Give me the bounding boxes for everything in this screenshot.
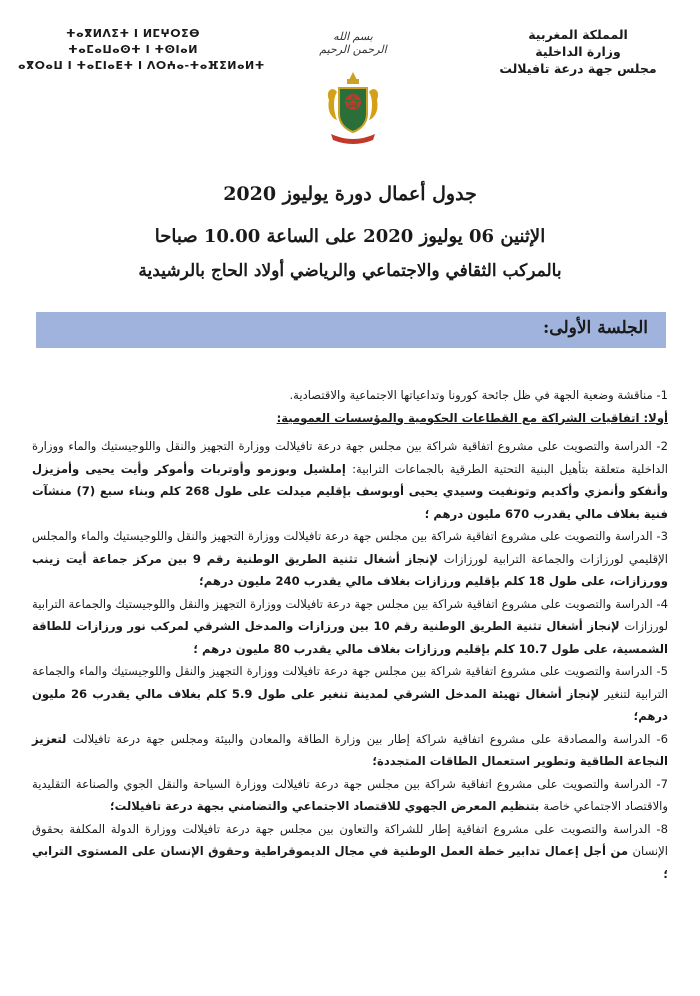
agenda-section-heading: أولا: اتفاقيات الشراكة مع القطاعات الحكومية والمؤسسات العمومية: xyxy=(276,410,668,425)
agenda-item-7-emphasis: بتنظيم المعرض الجهوي للاقتصاد الاجتماعي والتضامني بجهة درعة تافيلالت؛ xyxy=(109,799,544,813)
agenda-venue: بالمركب الثقافي والاجتماعي والرياضي أولاد الحاج بالرشيدية xyxy=(138,261,562,281)
agenda-item-8 xyxy=(32,818,668,886)
agenda-item-2 xyxy=(32,435,668,525)
agenda-item-5 xyxy=(32,660,668,728)
agenda-item-3 xyxy=(32,525,668,593)
session-banner xyxy=(36,312,666,348)
header-tifinagh xyxy=(18,26,265,74)
agenda-date: الإثنين 06 يوليوز 2020 على الساعة 10.00 صباحا xyxy=(154,226,546,247)
agenda-item-1: 1- مناقشة وضعية الجهة في ظل جائحة كورونا وتداعياتها الاجتماعية والاقتصادية. xyxy=(289,388,668,402)
header-tifinagh-line-1: ⵜⴰⴳⵍⴷⵉⵜ ⵏ ⵍⵎⵖⵔⵉⴱ xyxy=(65,27,200,40)
agenda-item-8-text: 8- الدراسة والتصويت على مشروع اتفاقية إطار للشراكة والتعاون بين مجلس جهة درعة تافيلالت ووزارة الدولة المكلفة بحقوق الإنسان xyxy=(32,821,668,858)
agenda-item-8-emphasis: من أجل إعمال تدابير خطة العمل الوطنية في مجال الديموقراطية وحقوق الإنسان على المستوى الترابي ؛ xyxy=(32,844,668,881)
header-tifinagh-line-2: ⵜⴰⵎⴰⵡⴰⵙⵜ ⵏ ⵜⵙⵏⴰⵍ xyxy=(68,43,198,56)
agenda-item-7-text: 7- الدراسة والتصويت على مشروع اتفاقية شراكة بين مجلس جهة درعة تافيلالت ووزارة السياحة والنقل الجوي والصناعة التقليدية والاقتصاد الاجتماعي خاصة xyxy=(32,776,668,813)
agenda-item-5-text: 5- الدراسة والتصويت على مشروع اتفاقية شراكة بين مجلس جهة درعة تافيلالت ووزارة التجهيز والنقل واللوجيستيك والماء والجماعة الترابية لتنغير xyxy=(32,664,669,701)
agenda-body xyxy=(32,384,668,885)
agenda-item-4 xyxy=(32,593,668,661)
session-label: الجلسة الأولى: xyxy=(543,318,648,338)
agenda-item-4-text: 4- الدراسة والتصويت على مشروع اتفاقية شراكة بين مجلس جهة درعة تافيلالت ووزارة التجهيز والنقل واللوجيستيك والجماعة الترابية لورزازات xyxy=(32,596,669,633)
agenda-item-6-emphasis: لتعزيز النجاعة الطاقية وتطوير استعمال الطاقات المتجددة؛ xyxy=(32,731,668,768)
agenda-item-3-text: 3- الدراسة والتصويت على مشروع اتفاقية شراكة بين مجلس جهة درعة تافيلالت ووزارة التجهيز والنقل واللوجيستيك والماء والمجلس الإقليمي لورزازات والجماعة الترابية لورزازات xyxy=(32,529,668,566)
header-arabic xyxy=(478,26,678,77)
agenda-item-3-emphasis: لإنجاز أشغال تثنية الطريق الوطنية رقم 9 بين مركز جماعة أيت زينب وورزازات، على طول 18 كلم بإقليم ورزازات بغلاف مالي يقدرب 240 مليون درهم؛ xyxy=(32,551,668,588)
agenda-item-2-text: 2- الدراسة والتصويت على مشروع اتفاقية شراكة بين مجلس جهة درعة تافيلالت ووزارة التجهيز والنقل واللوجيستيك والماء ووزارة الداخلية متعلقة بتأهيل البنية التحتية الطرقية بالجماعات الترابية: xyxy=(32,439,668,476)
agenda-title: جدول أعمال دورة يوليوز 2020 xyxy=(223,183,477,205)
header-ministry: وزارة الداخلية xyxy=(535,44,621,59)
basmala-calligraphy: بسم الله الرحمن الرحيم xyxy=(319,30,387,56)
agenda-item-2-emphasis: إملشيل وبوزمو وأوتربات وأموكر وأيت يحيى وأمزيزل وأنفكو وأنمزي وأكديم وتونفيت وسيدي يحيى أوبوسف بإقليم ميدلت على طول 268 كلم وبناء سبع (7) منشآت فنية بغلاف مالي يقدرب 670 مليون درهم ؛ xyxy=(32,461,668,521)
agenda-item-7 xyxy=(32,773,668,818)
agenda-item-6 xyxy=(32,728,668,773)
header-kingdom: المملكة المغربية xyxy=(528,27,628,42)
agenda-item-4-emphasis: لإنجاز أشغال تثنية الطريق الوطنية رقم 10 بين ورزازات والمدخل الشرقي لمركب نور ورزازات للطاقة الشمسية، على طول 10.7 كلم بإقليم ورزازات بغلاف مالي يقدرب 80 مليون درهم ؛ xyxy=(32,619,668,656)
agenda-item-6-text: 6- الدراسة والمصادقة على مشروع اتفاقية شراكة إطار بين وزارة الطاقة والمعادن والبيئة ومجلس جهة درعة تافيلالت xyxy=(72,731,668,746)
agenda-item-5-emphasis: لإنجاز أشغال تهيئة المدخل الشرقي لمدينة تنغير على طول 5.9 كلم بغلاف مالي يقدرب 26 مليون درهم؛ xyxy=(32,686,668,723)
header-tifinagh-line-3: ⴰⴳⵔⴰⵡ ⵏ ⵜⴰⵎⵏⴰⴹⵜ ⵏ ⴷⵔⵄⴰ-ⵜⴰⴼⵉⵍⴰⵍⵜ xyxy=(18,59,265,72)
royal-emblem-icon xyxy=(323,70,383,150)
header-council: مجلس جهة درعة تافيلالت xyxy=(499,61,657,76)
